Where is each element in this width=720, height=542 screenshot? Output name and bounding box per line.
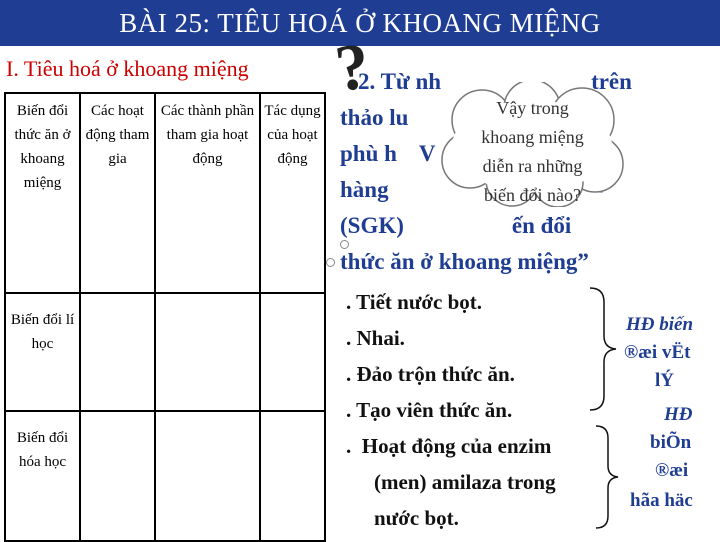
- table-header-cell: Các hoạt động tham gia: [80, 93, 155, 293]
- label-physical: HĐ biến: [626, 314, 694, 335]
- table-cell-empty: [155, 411, 260, 541]
- table-header-cell: Biến đổi thức ăn ở khoang miệng: [5, 93, 80, 293]
- bullet-icon: .: [346, 398, 352, 422]
- thought-cloud: [440, 82, 625, 207]
- table-cell-empty: [260, 293, 325, 411]
- table-row-label: Biến đổi hóa học: [5, 411, 80, 541]
- list-item-continued: (men) amilaza trong: [374, 470, 556, 494]
- label-chemical: ®æi: [655, 460, 689, 481]
- table-row-label: Biến đổi lí học: [5, 293, 80, 411]
- table-cell-empty: [155, 293, 260, 411]
- digestion-table: [4, 92, 326, 542]
- question-fragment: 2. Từ nh: [358, 69, 442, 94]
- question-mark-icon: ?: [331, 29, 374, 106]
- table-row: [5, 411, 325, 541]
- brace-physical-icon: [586, 284, 618, 414]
- slide-title: BÀI 25: TIÊU HOÁ Ở KHOANG MIỆNG: [0, 0, 720, 46]
- table-cell-empty: [80, 411, 155, 541]
- list-item-continued: nước bọt.: [374, 506, 459, 530]
- label-chemical: HĐ: [664, 404, 693, 425]
- selection-handle[interactable]: [326, 258, 335, 267]
- question-fragment: V: [418, 141, 436, 166]
- cloud-line: biến đổi nào?: [484, 185, 581, 205]
- list-item: . Tiết nước bọt.: [346, 290, 483, 314]
- question-fragment: trên: [591, 69, 632, 94]
- section-heading: I. Tiêu hoá ở khoang miệng: [6, 56, 249, 81]
- question-fragment: (SGK): [340, 213, 404, 238]
- list-item: . Nhai.: [346, 326, 405, 350]
- question-fragment: thảo lu: [340, 105, 409, 130]
- question-fragment: hàng: [340, 177, 389, 202]
- bullet-icon: .: [346, 362, 352, 386]
- cloud-line: Vậy trong: [496, 98, 569, 118]
- activity-list: [346, 284, 556, 536]
- cloud-text: [440, 94, 625, 210]
- question-fragment: thức ăn ở khoang miệng”: [340, 249, 589, 274]
- bullet-icon: .: [346, 290, 352, 314]
- table-header-cell: Tác dụng của hoạt động: [260, 93, 325, 293]
- table-row: [5, 293, 325, 411]
- table-header-row: [5, 93, 325, 293]
- selection-handle[interactable]: [340, 240, 349, 249]
- list-item: . Tạo viên thức ăn.: [346, 398, 513, 422]
- brace-chemical-icon: [594, 424, 620, 530]
- table-cell-empty: [260, 411, 325, 541]
- list-item: . Hoạt động của enzim: [346, 434, 552, 458]
- label-physical: ®æi vËt: [624, 342, 691, 363]
- list-item: . Đảo trộn thức ăn.: [346, 362, 515, 386]
- label-chemical: biÕn: [650, 432, 692, 453]
- cloud-line: diễn ra những: [482, 156, 583, 176]
- question-fragment: ến đổi: [511, 213, 572, 238]
- cloud-line: khoang miệng: [481, 127, 584, 147]
- question-fragment: phù h: [340, 141, 397, 166]
- table-cell-empty: [80, 293, 155, 411]
- bullet-icon: .: [346, 434, 352, 458]
- bullet-icon: .: [346, 326, 352, 350]
- label-physical: lÝ: [655, 370, 674, 391]
- label-chemical: hãa häc: [630, 490, 693, 511]
- table-header-cell: Các thành phần tham gia hoạt động: [155, 93, 260, 293]
